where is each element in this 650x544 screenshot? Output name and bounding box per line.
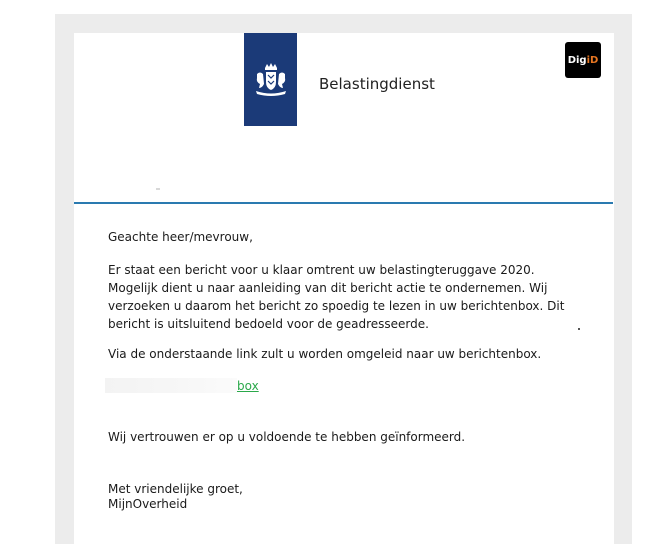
decorative-mark — [156, 188, 160, 190]
digid-logo-part2: iD — [586, 54, 599, 66]
header-divider — [74, 202, 613, 204]
berichtenbox-link[interactable]: box — [237, 379, 259, 393]
rijksoverheid-logo — [244, 33, 297, 126]
org-name: Belastingdienst — [319, 75, 435, 93]
redacted-link-text — [105, 378, 237, 393]
link-row — [105, 377, 275, 395]
digid-logo-part1: Dig — [567, 54, 587, 66]
message-paragraph-2: Via de onderstaande link zult u worden omgeleid naar uw berichtenbox. — [108, 347, 542, 361]
signature: MijnOverheid — [108, 497, 188, 511]
salutation: Geachte heer/mevrouw, — [108, 230, 253, 244]
message-paragraph-1: Er staat een bericht voor u klaar omtrent uw belastingteruggave 2020. Mogelijk dient u naar aanleiding van dit bericht actie te ondernemen. Wij verzoeken u daarom het bericht zo spoedig te lezen in uw berichtenbox. Dit bericht is uitsluitend bedoeld voor de geadresseerde. — [108, 263, 565, 331]
royal-coat-of-arms-icon — [251, 60, 291, 100]
message-paragraph-3: Wij vertrouwen er op u voldoende te hebben geïnformeerd. — [108, 430, 466, 444]
digid-logo — [565, 42, 601, 78]
closing: Met vriendelijke groet, — [108, 482, 243, 496]
decorative-dot — [578, 328, 580, 330]
